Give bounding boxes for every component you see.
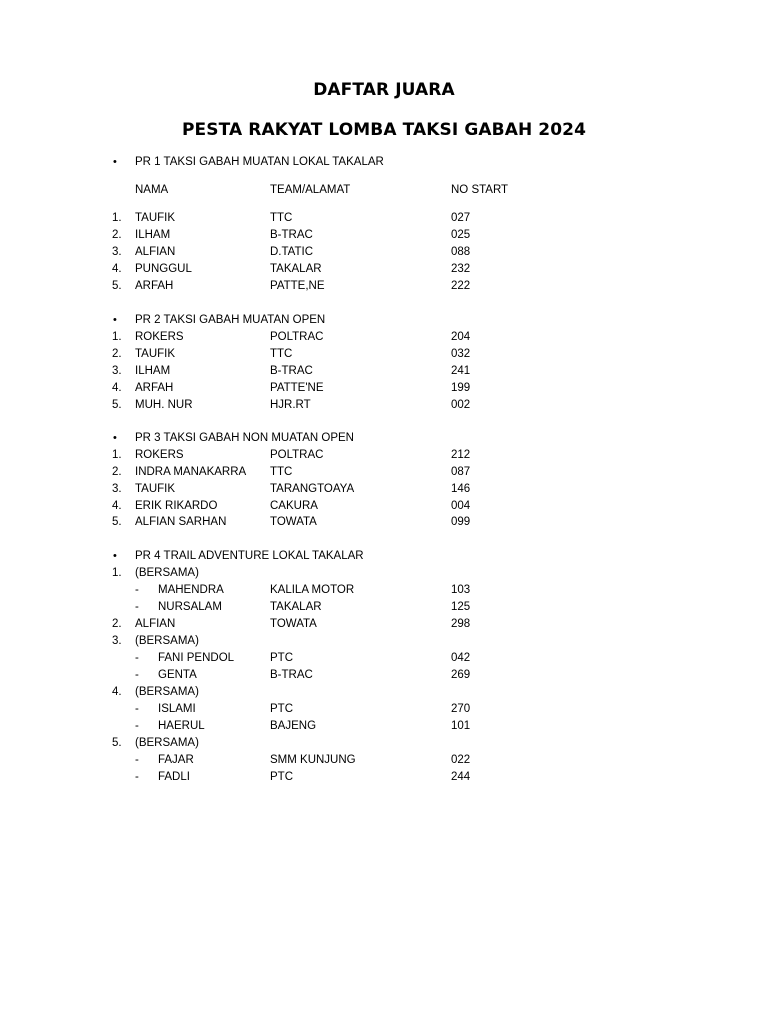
rank-number: 2. [112,348,122,360]
table-row [0,210,768,227]
dash-icon: - [135,703,139,715]
rank-number: 5. [112,280,122,292]
rank-number: 5. [112,399,122,411]
participant-name: (BERSAMA) [135,686,199,698]
table-row [0,363,768,380]
section-heading-pr4 [0,548,768,565]
participant-name: (BERSAMA) [135,567,199,579]
table-row [0,684,768,701]
start-number: 222 [451,280,471,292]
rank-number: 4. [112,263,122,275]
participant-name: ERIK RIKARDO [135,500,218,512]
start-number: 002 [451,399,471,411]
rank-number: 3. [112,246,122,258]
start-number: 027 [451,212,471,224]
participant-name: (BERSAMA) [135,635,199,647]
table-row [0,244,768,261]
start-number: 099 [451,516,471,528]
participant-team: TOWATA [270,516,317,528]
rank-number: 1. [112,212,122,224]
dash-icon: - [135,771,139,783]
table-row [0,633,768,650]
section-title: PR 3 TAKSI GABAH NON MUATAN OPEN [135,432,354,444]
participant-name: ALFIAN [135,246,176,258]
participant-team: HJR.RT [270,399,311,411]
participant-name: MAHENDRA [158,584,224,596]
start-number: 244 [451,771,471,783]
participant-name: GENTA [158,669,197,681]
participant-team: TTC [270,466,293,478]
table-row [0,261,768,278]
rank-number: 1. [112,331,122,343]
section-title: PR 2 TAKSI GABAH MUATAN OPEN [135,314,326,326]
bullet-icon: • [113,156,117,168]
start-number: 022 [451,754,471,766]
participant-team: CAKURA [270,500,318,512]
participant-team: PTC [270,652,293,664]
rank-number: 5. [112,516,122,528]
rank-number: 1. [112,449,122,461]
rank-number: 5. [112,737,122,749]
start-number: 103 [451,584,471,596]
participant-team: POLTRAC [270,331,324,343]
start-number: 298 [451,618,471,630]
participant-name: HAERUL [158,720,205,732]
start-number: 042 [451,652,471,664]
table-row [0,380,768,397]
participant-team: B-TRAC [270,669,313,681]
table-row [0,278,768,295]
participant-name: FANI PENDOL [158,652,235,664]
table-row [0,447,768,464]
start-number: 087 [451,466,471,478]
table-row [0,464,768,481]
participant-name: ALFIAN [135,618,176,630]
column-header-team: TEAM/ALAMAT [270,184,351,196]
bullet-icon: • [113,550,117,562]
table-row [0,227,768,244]
participant-name: ALFIAN SARHAN [135,516,227,528]
participant-name: ARFAH [135,280,174,292]
participant-team: PTC [270,703,293,715]
participant-team: PATTE'NE [270,382,324,394]
participant-name: ILHAM [135,229,171,241]
table-row [0,599,768,616]
start-number: 025 [451,229,471,241]
participant-name: TAUFIK [135,348,176,360]
participant-name: TAUFIK [135,212,176,224]
participant-name: PUNGGUL [135,263,192,275]
column-header-name: NAMA [135,184,169,196]
rank-number: 2. [112,229,122,241]
rank-number: 4. [112,500,122,512]
participant-name: ARFAH [135,382,174,394]
start-number: 101 [451,720,471,732]
table-row [0,616,768,633]
table-row [0,650,768,667]
participant-name: (BERSAMA) [135,737,199,749]
rank-number: 4. [112,382,122,394]
table-row [0,701,768,718]
table-row [0,481,768,498]
table-row [0,329,768,346]
dash-icon: - [135,652,139,664]
participant-team: TAKALAR [270,263,322,275]
start-number: 032 [451,348,471,360]
participant-name: INDRA MANAKARRA [135,466,247,478]
dash-icon: - [135,720,139,732]
rank-number: 3. [112,365,122,377]
participant-team: SMM KUNJUNG [270,754,356,766]
rank-number: 4. [112,686,122,698]
table-row [0,752,768,769]
start-number: 204 [451,331,471,343]
rank-number: 3. [112,635,122,647]
page-title: DAFTAR JUARA [313,80,455,100]
table-row [0,565,768,582]
column-header-start: NO START [451,184,509,196]
table-row [0,667,768,684]
dash-icon: - [135,601,139,613]
start-number: 088 [451,246,471,258]
participant-team: PATTE,NE [270,280,325,292]
participant-team: D.TATIC [270,246,314,258]
section-heading-pr1 [0,154,768,171]
participant-team: TARANGTOAYA [270,483,355,495]
start-number: 269 [451,669,471,681]
table-row [0,769,768,786]
start-number: 125 [451,601,471,613]
participant-team: B-TRAC [270,365,313,377]
start-number: 199 [451,382,471,394]
participant-name: ILHAM [135,365,171,377]
rank-number: 3. [112,483,122,495]
rank-number: 2. [112,618,122,630]
participant-team: POLTRAC [270,449,324,461]
participant-name: TAUFIK [135,483,176,495]
rank-number: 1. [112,567,122,579]
dash-icon: - [135,584,139,596]
table-row [0,582,768,599]
column-headers [0,182,768,199]
bullet-icon: • [113,432,117,444]
start-number: 241 [451,365,471,377]
page-subtitle: PESTA RAKYAT LOMBA TAKSI GABAH 2024 [181,120,587,140]
table-row [0,514,768,531]
table-row [0,718,768,735]
participant-name: ROKERS [135,331,184,343]
section-heading-pr2 [0,312,768,329]
participant-team: KALILA MOTOR [270,584,355,596]
participant-team: PTC [270,771,293,783]
participant-team: TTC [270,212,293,224]
start-number: 270 [451,703,471,715]
participant-name: FAJAR [158,754,194,766]
dash-icon: - [135,669,139,681]
table-row [0,498,768,515]
section-heading-pr3 [0,430,768,447]
table-row [0,735,768,752]
section-title: PR 1 TAKSI GABAH MUATAN LOKAL TAKALAR [135,156,384,168]
start-number: 212 [451,449,471,461]
start-number: 232 [451,263,471,275]
dash-icon: - [135,754,139,766]
bullet-icon: • [113,314,117,326]
participant-name: ROKERS [135,449,184,461]
participant-team: TTC [270,348,293,360]
start-number: 146 [451,483,471,495]
participant-team: BAJENG [270,720,317,732]
start-number: 004 [451,500,471,512]
table-row [0,346,768,363]
participant-team: TOWATA [270,618,317,630]
participant-team: B-TRAC [270,229,313,241]
table-row [0,397,768,414]
participant-name: MUH. NUR [135,399,193,411]
rank-number: 2. [112,466,122,478]
participant-team: TAKALAR [270,601,322,613]
participant-name: ISLAMI [158,703,196,715]
participant-name: FADLI [158,771,190,783]
participant-name: NURSALAM [158,601,222,613]
section-title: PR 4 TRAIL ADVENTURE LOKAL TAKALAR [135,550,364,562]
